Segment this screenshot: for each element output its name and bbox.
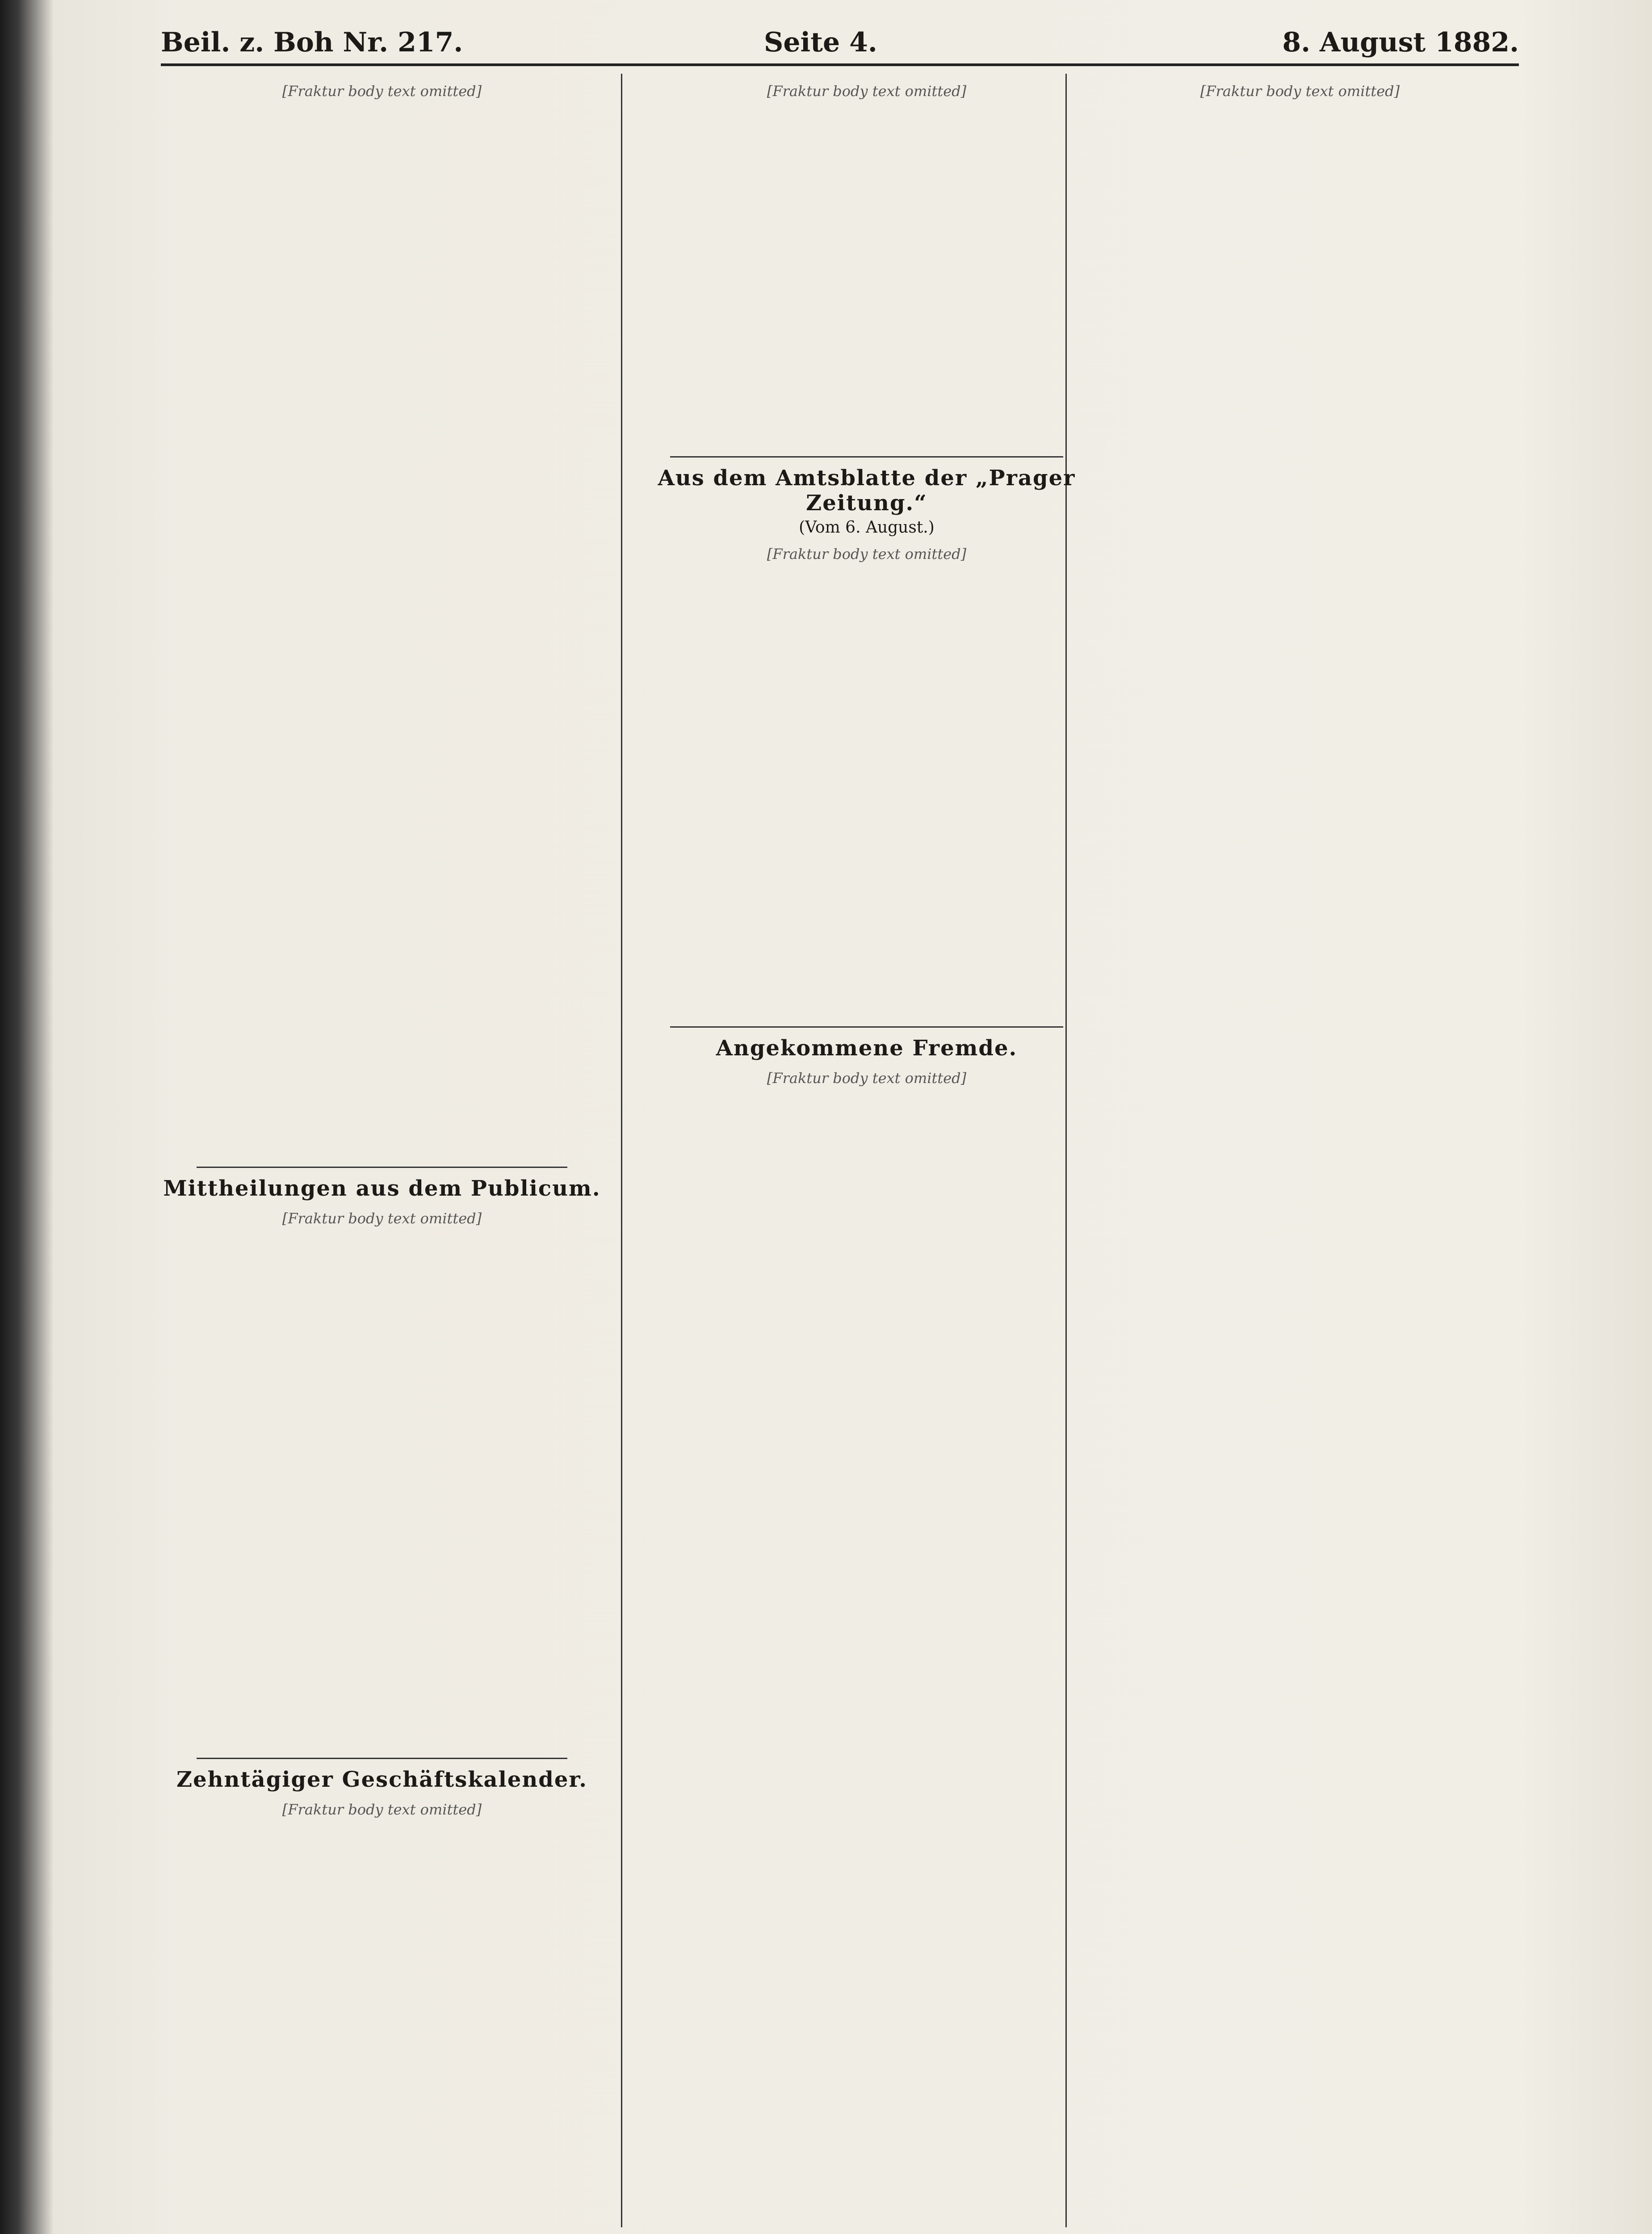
section-date: (Vom 6. August.) — [799, 518, 935, 537]
body-text-placeholder: [Fraktur body text omitted] — [282, 83, 482, 100]
section-heading: Zehntägiger Geschäftskalender. — [176, 1767, 587, 1792]
issue-reference: Beil. z. Boh Nr. 217. — [161, 27, 463, 58]
section-heading: Mittheilungen aus dem Publicum. — [163, 1176, 601, 1201]
section-divider — [197, 1758, 567, 1759]
column-2 — [634, 74, 1099, 1096]
body-text-placeholder: [Fraktur body text omitted] — [767, 546, 967, 563]
page-number: Seite 4. — [764, 27, 877, 58]
body-text-placeholder: [Fraktur body text omitted] — [767, 83, 967, 100]
column-1 — [161, 74, 603, 1827]
section-divider — [670, 1026, 1063, 1028]
body-text-placeholder: [Fraktur body text omitted] — [1200, 83, 1400, 100]
page-header — [161, 23, 1519, 66]
section-divider — [670, 456, 1063, 458]
body-text-placeholder: [Fraktur body text omitted] — [767, 1070, 967, 1087]
section-heading: Angekommene Fremde. — [716, 1036, 1018, 1061]
section-heading: Aus dem Amtsblatte der „Prager Zeitung.“ — [658, 466, 1076, 516]
column-divider — [621, 74, 622, 2227]
column-3 — [1077, 74, 1523, 109]
issue-date: 8. August 1882. — [1282, 27, 1519, 58]
body-text-placeholder: [Fraktur body text omitted] — [282, 1801, 482, 1818]
section-divider — [197, 1167, 567, 1168]
body-text-placeholder: [Fraktur body text omitted] — [282, 1210, 482, 1227]
